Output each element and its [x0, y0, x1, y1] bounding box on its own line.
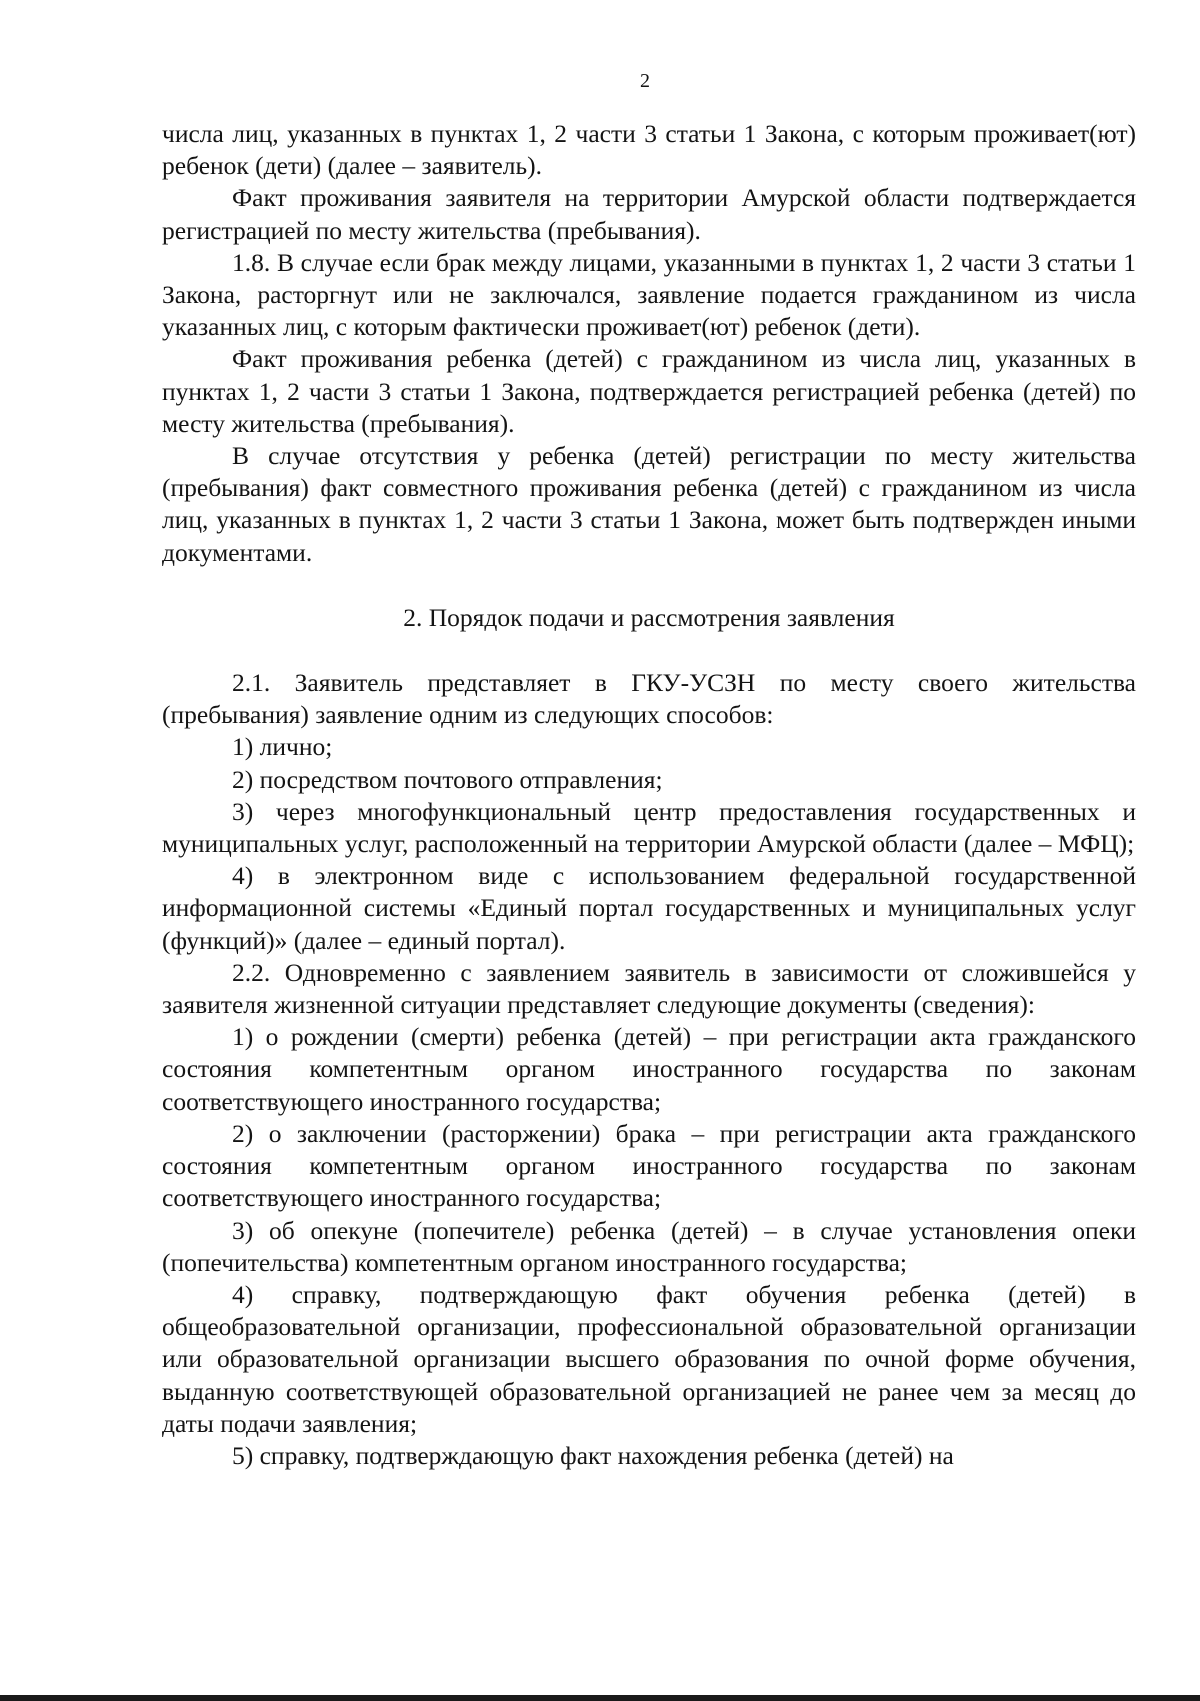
- scan-bottom-edge: [0, 1695, 1200, 1701]
- list-item: 1) лично;: [232, 732, 333, 762]
- list-item: 4) в электронном виде с использованием федеральной государственной информационной системы «Единый портал государственных и муниципальных услуг (функций)» (далее – единый портал).: [162, 861, 1136, 955]
- list-item: 4) справку, подтверждающую факт обучения ребенка (детей) в общеобразовательной организации, профессиональной образовательной организации или образовательной организации высшего образования по очной форме обучения, выданную соответствующей образовательной организацией не ранее чем за месяц до даты подачи заявления;: [162, 1279, 1136, 1438]
- paragraph: числа лиц, указанных в пунктах 1, 2 части 3 статьи 1 Закона, с которым проживает(ют) ребенок (дети) (далее – заявитель).: [162, 119, 1136, 181]
- paragraph: 2.2. Одновременно с заявлением заявитель в зависимости от сложившейся у заявителя жизненной ситуации представляет следующие документы (сведения):: [162, 957, 1136, 1020]
- paragraph: 2.1. Заявитель представляет в ГКУ-УСЗН по месту своего жительства (пребывания) заявление одним из следующих способов:: [162, 668, 1136, 730]
- list-item: 2) о заключении (расторжении) брака – при регистрации акта гражданского состояния компетентным органом иностранного государства по законам соответствующего иностранного государства;: [162, 1118, 1136, 1213]
- page-number: 2: [640, 70, 650, 92]
- list-item: 2) посредством почтового отправления;: [232, 764, 663, 794]
- document-body: [162, 118, 1136, 1472]
- paragraph: Факт проживания ребенка (детей) с гражданином из числа лиц, указанных в пунктах 1, 2 части 3 статьи 1 Закона, подтверждается регистрацией ребенка (детей) по месту жительства (пребывания).: [162, 344, 1136, 438]
- paragraph: Факт проживания заявителя на территории Амурской области подтверждается регистрацией по месту жительства (пребывания).: [162, 183, 1136, 245]
- list-item: 1) о рождении (смерти) ребенка (детей) – при регистрации акта гражданского состояния компетентным органом иностранного государства по законам соответствующего иностранного государства;: [162, 1022, 1136, 1116]
- paragraph: В случае отсутствия у ребенка (детей) регистрации по месту жительства (пребывания) факт совместного проживания ребенка (детей) с гражданином из числа лиц, указанных в пунктах 1, 2 части 3 статьи 1 Закона, может быть подтвержден иными документами.: [162, 441, 1136, 567]
- section-heading: 2. Порядок подачи и рассмотрения заявления: [403, 602, 895, 632]
- list-item: 3) через многофункциональный центр предоставления государственных и муниципальных услуг, расположенный на территории Амурской области (далее – МФЦ);: [162, 796, 1136, 859]
- list-item: 5) справку, подтверждающую факт нахождения ребенка (детей) на: [232, 1440, 954, 1470]
- paragraph: 1.8. В случае если брак между лицами, указанными в пунктах 1, 2 части 3 статьи 1 Закона, расторгнут или не заключался, заявление подается гражданином из числа указанных лиц, с которым фактически проживает(ют) ребенок (дети).: [162, 247, 1136, 342]
- list-item: 3) об опекуне (попечителе) ребенка (детей) – в случае установления опеки (попечительства) компетентным органом иностранного государства;: [162, 1215, 1136, 1277]
